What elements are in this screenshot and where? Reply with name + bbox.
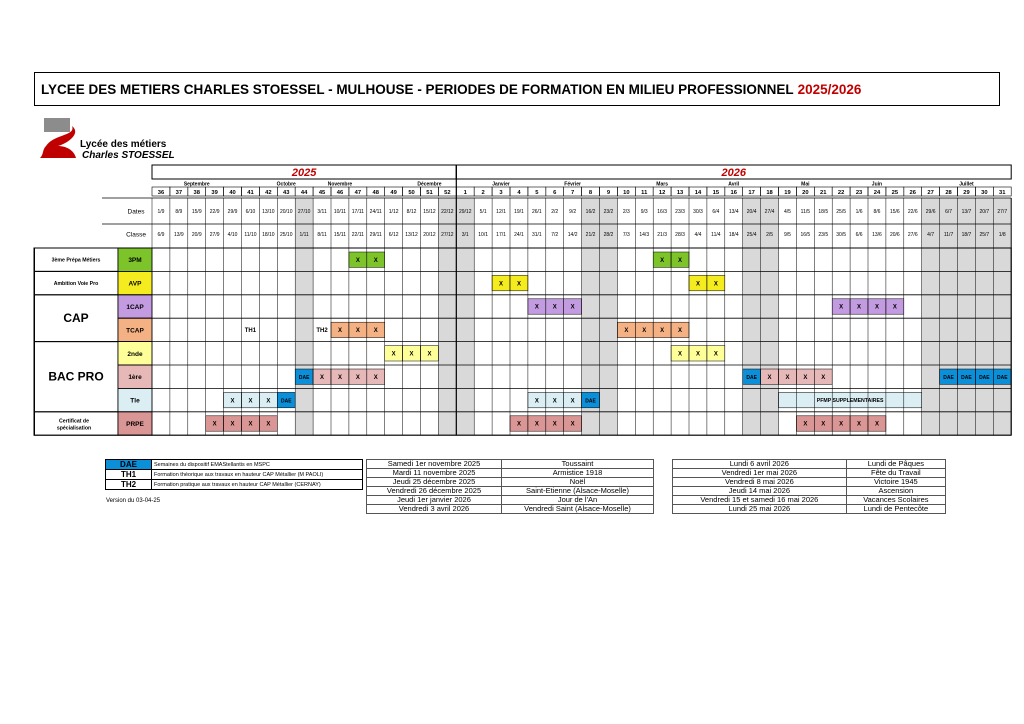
classe-cell: 20/9 (191, 232, 202, 238)
holiday-date: Samedi 1er novembre 2025 (367, 460, 502, 469)
mark-text: X (373, 328, 378, 335)
mark-text: X (373, 374, 378, 381)
mark-text: X (516, 281, 521, 288)
date-cell: 22/12 (441, 209, 454, 215)
holiday-row (367, 505, 654, 514)
holiday-name: Fête du Travail (846, 469, 945, 478)
classe-cell: 16/5 (800, 232, 811, 238)
mark-text: X (570, 421, 575, 428)
classe-cell: 11/7 (943, 232, 954, 238)
classe-cell: 15/11 (333, 232, 347, 238)
date-cell: 8/9 (175, 209, 183, 215)
month-label: Octobre (276, 181, 296, 188)
date-cell: 19/1 (514, 209, 524, 215)
week-number: 26 (909, 190, 916, 196)
classe-cell: 28/3 (675, 232, 685, 238)
mark-text: X (534, 304, 539, 311)
holiday-name: Ascension (846, 487, 945, 496)
month-label: Juin (871, 181, 883, 188)
week-number: 49 (390, 190, 397, 196)
classe-cell: 29/11 (369, 232, 382, 238)
mark-text: X (767, 374, 772, 381)
week-number: 46 (336, 190, 344, 196)
week-number: 10 (623, 190, 630, 196)
mark-text: X (892, 304, 897, 311)
class-code: 1CAP (126, 304, 144, 311)
week-number: 37 (175, 190, 183, 196)
mark-text: X (534, 398, 539, 405)
date-cell: 15/9 (191, 209, 202, 215)
date-cell: 8/12 (406, 209, 417, 215)
date-cell: 6/4 (712, 209, 720, 215)
mark-text: X (373, 257, 378, 264)
week-number: 7 (571, 190, 575, 196)
week-number: 16 (730, 190, 737, 196)
classe-cell: 11/4 (711, 232, 721, 238)
week-number: 51 (426, 190, 433, 196)
classe-cell: 25/7 (979, 232, 990, 238)
classe-cell: 4/4 (694, 232, 702, 238)
mark-text: X (821, 421, 826, 428)
mark-text: X (624, 328, 629, 335)
mark-text: X (857, 421, 862, 428)
week-number: 31 (999, 190, 1006, 196)
classe-cell: 7/2 (551, 232, 559, 238)
holiday-name: Victoire 1945 (846, 478, 945, 487)
classe-row-label: Classe (126, 231, 146, 239)
mark-text: X (785, 374, 790, 381)
mark-text: X (552, 421, 557, 428)
mark-text: X (695, 281, 700, 288)
week-number: 29 (963, 190, 970, 196)
classe-cell: 17/1 (496, 232, 506, 238)
week-number: 1 (463, 190, 467, 196)
class-code: TCAP (126, 327, 144, 335)
classe-cell: 3/1 (461, 232, 469, 238)
week-number: 45 (318, 190, 326, 196)
holiday-date: Vendredi 26 décembre 2025 (367, 487, 502, 496)
mark-text: X (678, 328, 683, 335)
holiday-date: Lundi 6 avril 2026 (673, 460, 847, 469)
mark-text: X (266, 398, 271, 405)
group-label: Ambition Voie Pro (53, 281, 99, 288)
mark-text: DAE (961, 374, 972, 381)
legend-row (106, 460, 363, 470)
date-cell: 2/2 (551, 209, 559, 215)
holiday-name: Vendredi Saint (Alsace-Moselle) (502, 505, 654, 514)
classe-cell: 20/6 (889, 232, 900, 238)
date-cell: 20/7 (979, 209, 990, 215)
week-number: 44 (300, 190, 308, 196)
date-cell: 1/9 (157, 209, 165, 215)
mark-text: X (803, 374, 808, 381)
classe-cell: 27/12 (441, 232, 454, 238)
mark-text: X (803, 421, 808, 428)
group-label-line1: Certificat de (59, 418, 89, 425)
date-cell: 30/3 (693, 209, 703, 215)
classe-cell: 25/4 (746, 232, 757, 238)
week-number: 8 (588, 190, 593, 196)
date-cell: 13/4 (728, 209, 739, 215)
legend-text: Formation théorique aux travaux en hauteur CAP Métallier (M PAOLI) (152, 470, 363, 480)
mark-text: X (713, 351, 718, 358)
year-2025: 2025 (291, 167, 317, 179)
date-cell: 16/2 (585, 209, 596, 215)
date-cell: 27/7 (997, 209, 1008, 215)
week-number: 23 (855, 190, 863, 196)
group-label: 3ème Prépa Métiers (51, 257, 101, 264)
holiday-date: Mardi 11 novembre 2025 (367, 469, 502, 478)
date-cell: 4/5 (783, 209, 791, 215)
classe-cell: 28/2 (603, 232, 614, 238)
week-number: 3 (499, 190, 503, 196)
week-number: 41 (247, 190, 254, 196)
classe-cell: 24/1 (514, 232, 524, 238)
mark-text: X (821, 374, 826, 381)
dates-row-label: Dates (127, 208, 145, 216)
mark-text: X (695, 351, 700, 358)
mark-text: X (570, 304, 575, 311)
classe-cell: 6/12 (388, 232, 399, 238)
classe-cell: 18/7 (961, 232, 972, 238)
date-cell: 24/11 (369, 209, 382, 215)
week-number: 6 (553, 190, 557, 196)
month-label: Septembre (183, 181, 210, 188)
week-number: 40 (229, 190, 236, 196)
mark-text: X (320, 374, 325, 381)
mark-text: DAE (585, 398, 596, 405)
mark-text: DAE (746, 374, 757, 381)
classe-cell: 1/11 (299, 232, 309, 238)
mark-text: DAE (943, 374, 954, 381)
group-label-line2: spécialisation (56, 425, 92, 432)
month-label: Novembre (327, 181, 353, 188)
mark-text: TH2 (316, 328, 328, 335)
holidays-table-left (366, 459, 654, 514)
date-cell: 1/6 (855, 209, 863, 215)
classe-cell: 25/10 (279, 232, 293, 238)
holiday-name: Toussaint (502, 460, 654, 469)
planning-table (34, 164, 1008, 439)
week-number: 43 (283, 190, 290, 196)
date-cell: 23/2 (603, 209, 614, 215)
date-cell: 6/7 (945, 209, 953, 215)
classe-cell: 14/3 (639, 232, 650, 238)
classe-cell: 13/9 (173, 232, 184, 238)
mark-text: X (839, 421, 844, 428)
classe-cell: 18/10 (262, 232, 275, 238)
classe-cell: 8/11 (317, 232, 327, 238)
legend-row (106, 470, 363, 480)
mark-text: DAE (979, 374, 990, 381)
mark-text: X (248, 398, 253, 405)
week-number: 24 (873, 190, 881, 196)
date-cell: 1/12 (388, 209, 399, 215)
classe-cell: 23/5 (818, 232, 829, 238)
date-cell: 23/3 (675, 209, 685, 215)
legend-row (106, 480, 363, 490)
mark-text: X (660, 257, 665, 264)
mark-text: X (678, 351, 683, 358)
class-code: 1ère (128, 374, 142, 382)
holiday-date: Vendredi 3 avril 2026 (367, 505, 502, 514)
legend-text: Formation pratique aux travaux en hauteur CAP Métallier (CERNAY) (152, 480, 363, 490)
week-number: 19 (784, 190, 791, 196)
date-cell: 6/10 (245, 209, 256, 215)
date-cell: 15/12 (423, 209, 436, 215)
class-code: AVP (128, 280, 142, 288)
date-cell: 5/1 (479, 209, 487, 215)
logo-line1: Lycée des métiers (80, 139, 167, 150)
mark-text: X (516, 421, 521, 428)
classe-cell: 9/5 (783, 232, 791, 238)
mark-text: X (713, 281, 718, 288)
version-label: Version du 03-04-25 (106, 498, 161, 504)
week-number: 20 (802, 190, 809, 196)
date-cell: 20/10 (279, 209, 293, 215)
classe-cell: 2/5 (766, 232, 774, 238)
group-label: CAP (63, 311, 89, 326)
classe-cell: 11/10 (244, 232, 257, 238)
mark-text: X (552, 304, 557, 311)
date-cell: 25/5 (836, 209, 847, 215)
mark-text: X (337, 374, 342, 381)
class-code: Tle (130, 397, 140, 405)
week-number: 14 (694, 190, 702, 196)
week-number: 30 (981, 190, 988, 196)
date-cell: 20/4 (746, 209, 757, 215)
month-label: Janvier (492, 181, 510, 188)
date-cell: 27/10 (297, 209, 311, 215)
classe-cell: 13/6 (872, 232, 882, 238)
classe-cell: 27/9 (209, 232, 220, 238)
classe-cell: 21/3 (657, 232, 668, 238)
mark-text: X (230, 421, 235, 428)
school-logo (36, 114, 176, 164)
date-cell: 10/11 (333, 209, 347, 215)
holiday-name: Noël (502, 478, 654, 487)
year-2026: 2026 (721, 167, 746, 179)
class-code: 2nde (127, 350, 143, 358)
week-number: 50 (408, 190, 415, 196)
mark-text: X (857, 304, 862, 311)
classe-cell: 31/1 (531, 232, 542, 238)
week-number: 9 (606, 190, 611, 196)
legend-code: TH1 (106, 470, 152, 480)
week-number: 48 (372, 190, 379, 196)
classe-cell: 22/11 (351, 232, 364, 238)
mark-text: X (212, 421, 217, 428)
holiday-date: Vendredi 15 et samedi 16 mai 2026 (673, 496, 847, 505)
classe-cell: 7/3 (622, 232, 630, 238)
class-code: PRPE (126, 421, 144, 428)
holiday-date: Jeudi 25 décembre 2025 (367, 478, 502, 487)
classe-cell: 21/2 (585, 232, 596, 238)
week-number: 4 (517, 190, 521, 196)
date-cell: 2/3 (622, 209, 630, 215)
holiday-name: Lundi de Pâques (846, 460, 945, 469)
week-number: 38 (193, 190, 200, 196)
date-cell: 9/3 (640, 209, 648, 215)
mark-text: DAE (996, 374, 1008, 381)
classe-cell: 4/10 (227, 232, 238, 238)
holiday-date: Jeudi 14 mai 2026 (673, 487, 847, 496)
class-code: 3PM (128, 257, 142, 265)
mark-text: X (355, 374, 360, 381)
classe-cell: 13/12 (405, 232, 418, 238)
classe-cell: 20/12 (423, 232, 436, 238)
mark-text: X (230, 398, 235, 405)
week-number: 22 (837, 190, 845, 196)
week-number: 5 (535, 190, 539, 196)
month-label: Mars (656, 181, 668, 188)
week-number: 21 (820, 190, 827, 196)
mark-text: X (355, 257, 360, 264)
week-number: 15 (712, 190, 720, 196)
week-number: 2 (481, 190, 485, 196)
week-number: 17 (748, 190, 755, 196)
mark-text: X (642, 328, 647, 335)
holiday-name: Vacances Scolaires (846, 496, 945, 505)
classe-cell: 18/4 (728, 232, 739, 238)
mark-text: X (337, 328, 342, 335)
date-cell: 12/1 (496, 209, 506, 215)
title-year: 2025/2026 (797, 81, 862, 97)
holiday-date: Vendredi 8 mai 2026 (673, 478, 847, 487)
week-number: 18 (766, 190, 773, 196)
holiday-date: Vendredi 1er mai 2026 (673, 469, 847, 478)
mark-text: DAE (280, 398, 292, 405)
week-number: 39 (211, 190, 218, 196)
title-main: LYCEE DES METIERS CHARLES STOESSEL - MULHOUSE - PERIODES DE FORMATION EN MILIEU PROFESSIONNEL (41, 81, 794, 97)
mark-text: X (678, 257, 683, 264)
month-label: Mai (801, 181, 810, 188)
classe-cell: 27/6 (907, 232, 918, 238)
mark-text: X (570, 398, 575, 405)
holiday-name: Saint-Etienne (Alsace-Moselle) (502, 487, 654, 496)
legend-text: Semaines du dispositif EMAStellantis en MSPC (152, 460, 363, 470)
holiday-date: Jeudi 1er janvier 2026 (367, 496, 502, 505)
classe-cell: 6/6 (855, 232, 863, 238)
date-cell: 29/9 (227, 209, 238, 215)
mark-text: X (248, 421, 253, 428)
date-cell: 15/6 (889, 209, 900, 215)
week-number: 52 (444, 190, 451, 196)
date-cell: 8/6 (873, 209, 881, 215)
date-cell: 3/11 (317, 209, 327, 215)
week-number: 25 (891, 190, 899, 196)
week-number: 36 (157, 190, 165, 196)
mark-text: X (499, 281, 504, 288)
mark-text: X (552, 398, 557, 405)
date-cell: 13/10 (262, 209, 275, 215)
date-cell: 22/9 (209, 209, 220, 215)
group-label: BAC PRO (48, 369, 104, 384)
mark-text: X (874, 421, 879, 428)
planning-grid (34, 164, 1008, 439)
week-number: 27 (927, 190, 934, 196)
week-number: 28 (945, 190, 952, 196)
date-cell: 22/6 (907, 209, 918, 215)
month-label: Décembre (417, 181, 442, 188)
mark-text: X (534, 421, 539, 428)
month-label: Juillet (959, 181, 974, 188)
holiday-name: Jour de l'An (502, 496, 654, 505)
holidays-table-right (672, 459, 946, 514)
date-cell: 16/3 (657, 209, 668, 215)
pfmp-band-text: PFMP SUPPLEMENTAIRES (816, 398, 884, 405)
week-number: 12 (658, 190, 666, 196)
week-number: 47 (354, 190, 362, 196)
week-number: 42 (265, 190, 272, 196)
classe-cell: 14/2 (567, 232, 578, 238)
holiday-row (673, 505, 946, 514)
mark-text: X (266, 421, 271, 428)
classe-cell: 10/1 (478, 232, 489, 238)
date-cell: 11/5 (800, 209, 811, 215)
date-cell: 13/7 (961, 209, 972, 215)
date-cell: 27/4 (764, 209, 775, 215)
date-cell: 9/2 (569, 209, 577, 215)
mark-text: X (409, 351, 414, 358)
legend-table (105, 459, 363, 490)
classe-cell: 30/5 (836, 232, 847, 238)
date-cell: 26/1 (531, 209, 542, 215)
mark-text: TH1 (244, 328, 257, 335)
mark-text: X (391, 351, 396, 358)
date-cell: 29/6 (925, 209, 936, 215)
mark-text: X (427, 351, 432, 358)
week-number: 13 (676, 190, 684, 196)
mark-text: DAE (298, 374, 310, 381)
month-label: Février (564, 181, 581, 188)
month-label: Avril (728, 181, 740, 188)
page-title (34, 72, 1000, 106)
mark-text: X (874, 304, 879, 311)
classe-cell: 4/7 (927, 232, 935, 238)
classe-cell: 6/9 (157, 232, 165, 238)
legend-code: TH2 (106, 480, 152, 490)
mark-text: X (355, 328, 360, 335)
mark-text: X (839, 304, 844, 311)
date-cell: 17/11 (351, 209, 364, 215)
week-number: 11 (641, 190, 648, 196)
legend-code: DAE (106, 460, 152, 470)
logo-line2: Charles STOESSEL (82, 150, 175, 161)
mark-text: X (660, 328, 665, 335)
holiday-date: Lundi 25 mai 2026 (673, 505, 847, 514)
date-cell: 29/12 (458, 209, 472, 215)
classe-cell: 1/8 (998, 232, 1006, 238)
holiday-name: Armistice 1918 (502, 469, 654, 478)
holiday-name: Lundi de Pentecôte (846, 505, 945, 514)
date-cell: 18/5 (818, 209, 829, 215)
